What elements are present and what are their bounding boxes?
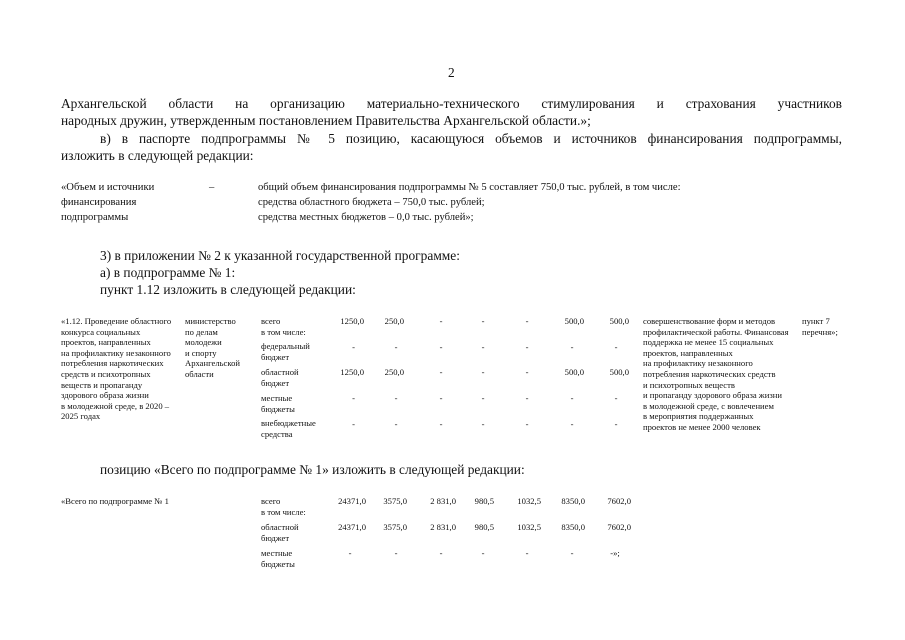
- value-cell: -: [439, 367, 443, 377]
- result-line: на профилактику незаконного: [643, 358, 753, 369]
- value-cell: -: [570, 342, 574, 352]
- value-cell: -: [394, 393, 398, 403]
- passport-label: финансирования: [61, 197, 137, 208]
- value-cell: -: [481, 316, 485, 326]
- funding-source: внебюджетные: [261, 418, 316, 428]
- value-cell: 1032,5: [517, 496, 541, 506]
- funding-source: в том числе:: [261, 326, 306, 337]
- passport-label: «Объем и источники: [61, 182, 155, 193]
- value-cell: 500,0: [609, 316, 629, 326]
- value-cell: -: [525, 316, 529, 326]
- measure-name-line: потребления наркотических: [61, 358, 164, 369]
- value-cell: 1032,5: [517, 522, 541, 532]
- result-line: потребления наркотических средств: [643, 369, 776, 379]
- executor-line: молодежи: [185, 337, 222, 348]
- result-line: проектов, направленных: [643, 347, 733, 358]
- value-cell: 2 831,0: [430, 496, 456, 506]
- funding-source: всего: [261, 496, 281, 506]
- passport-value: общий объем финансирования подпрограммы № 5 составляет 750,0 тыс. рублей, в том числе:: [258, 182, 681, 193]
- value-cell: -: [481, 342, 485, 352]
- value-cell: -: [614, 419, 618, 429]
- funding-source: в том числе:: [261, 506, 306, 517]
- passport-label: подпрограммы: [61, 212, 129, 223]
- measure-name-line: на профилактику незаконного: [61, 347, 171, 358]
- value-cell: 250,0: [384, 367, 404, 377]
- value-cell: -: [525, 393, 529, 403]
- executor-line: и спорту: [185, 347, 217, 358]
- value-cell: -: [352, 419, 355, 429]
- result-line: совершенствование форм и методов: [643, 316, 776, 326]
- value-cell: 500,0: [609, 367, 629, 377]
- value-cell: 1250,0: [340, 367, 364, 377]
- passport-value: средства местных бюджетов – 0,0 тыс. рублей»;: [258, 212, 474, 223]
- executor-line: Архангельской: [185, 358, 240, 369]
- value-cell: -: [439, 316, 443, 326]
- result-line: проектов не менее 2000 человек: [643, 422, 761, 432]
- measure-name-line: конкурса социальных: [61, 326, 141, 337]
- value-cell: 1250,0: [340, 316, 364, 326]
- value-cell: -: [614, 393, 618, 403]
- value-cell: 8350,0: [561, 496, 585, 506]
- funding-source: областной: [261, 367, 299, 377]
- value-cell: -: [348, 548, 352, 558]
- passport-dash: –: [209, 182, 215, 193]
- measure-name-line: проектов, направленных: [61, 337, 151, 348]
- value-cell: 24371,0: [338, 522, 366, 532]
- result-line: в молодежной среде, с вовлечением: [643, 400, 774, 411]
- value-cell: -»;: [610, 548, 620, 558]
- section-heading: пункт 1.12 изложить в следующей редакции:: [100, 282, 356, 297]
- section-heading: 3) в приложении № 2 к указанной государственной программе:: [100, 248, 460, 263]
- funding-source: местные: [261, 548, 293, 558]
- value-cell: -: [481, 393, 485, 403]
- result-line: и психотропных веществ: [643, 379, 735, 390]
- value-cell: -: [439, 342, 443, 352]
- result-line: профилактической работы. Финансовая: [643, 326, 789, 337]
- measure-name-line: 2025 годах: [61, 411, 101, 422]
- section-heading: позицию «Всего по подпрограмме № 1» изложить в следующей редакции:: [100, 462, 525, 477]
- funding-source: областной: [261, 522, 299, 532]
- value-cell: -: [394, 548, 398, 558]
- value-cell: -: [525, 342, 529, 352]
- passport-value: средства областного бюджета – 750,0 тыс. рублей;: [258, 197, 485, 208]
- value-cell: 250,0: [384, 316, 404, 326]
- executor-line: области: [185, 369, 214, 379]
- value-cell: -: [614, 342, 618, 352]
- value-cell: 980,5: [474, 496, 494, 506]
- paragraph-line: народных дружин, утвержденным постановлением Правительства Архангельской области.»;: [61, 113, 591, 128]
- funding-source: местные: [261, 393, 293, 403]
- value-cell: -: [352, 393, 355, 403]
- value-cell: -: [439, 419, 443, 429]
- total-name: «Всего по подпрограмме № 1: [61, 496, 169, 506]
- value-cell: -: [439, 393, 443, 403]
- paragraph-line: в) в паспорте подпрограммы № 5 позицию, касающуюся объемов и источников финансирования подпрограммы,: [100, 131, 842, 146]
- executor-line: министерство: [185, 316, 236, 326]
- measure-name-line: в молодежной среде, в 2020 –: [61, 400, 170, 411]
- value-cell: 24371,0: [338, 496, 366, 506]
- value-cell: 8350,0: [561, 522, 585, 532]
- value-cell: -: [570, 393, 574, 403]
- value-cell: -: [394, 419, 398, 429]
- measure-name-line: средств и психотропных: [61, 369, 151, 379]
- funding-source: бюджеты: [261, 558, 295, 569]
- value-cell: -: [481, 367, 485, 377]
- result-line: в мероприятия поддержанных: [643, 411, 754, 422]
- value-cell: 500,0: [564, 316, 584, 326]
- measure-name-line: «1.12. Проведение областного: [61, 316, 172, 326]
- value-cell: -: [394, 342, 398, 352]
- funding-source: бюджет: [261, 532, 290, 543]
- value-cell: 2 831,0: [430, 522, 456, 532]
- value-cell: -: [570, 548, 574, 558]
- funding-source: средства: [261, 428, 293, 439]
- page-number: 2: [448, 65, 455, 80]
- funding-source: бюджеты: [261, 403, 295, 414]
- funding-source: бюджет: [261, 377, 290, 388]
- funding-source: бюджет: [261, 351, 290, 362]
- value-cell: -: [525, 367, 529, 377]
- section-heading: а) в подпрограмме № 1:: [100, 265, 236, 280]
- value-cell: 7602,0: [607, 496, 631, 506]
- executor-line: по делам: [185, 326, 218, 337]
- value-cell: 7602,0: [607, 522, 631, 532]
- value-cell: 500,0: [564, 367, 584, 377]
- value-cell: -: [439, 548, 443, 558]
- link-line: пункт 7: [802, 316, 830, 326]
- value-cell: 3575,0: [383, 522, 407, 532]
- funding-source: федеральный: [261, 341, 310, 351]
- funding-source: всего: [261, 316, 281, 326]
- paragraph-line: Архангельской области на организацию материально-технического стимулирования и страхования участников: [61, 96, 842, 111]
- measure-name-line: веществ и пропаганду: [61, 379, 143, 390]
- result-line: и пропаганду здорового образа жизни: [643, 390, 782, 401]
- paragraph-line: изложить в следующей редакции:: [61, 148, 254, 163]
- value-cell: 980,5: [474, 522, 494, 532]
- measure-name-line: здорового образа жизни: [61, 390, 149, 401]
- value-cell: -: [352, 342, 355, 352]
- value-cell: -: [525, 548, 529, 558]
- value-cell: -: [481, 548, 485, 558]
- result-line: поддержка не менее 15 социальных: [643, 337, 774, 348]
- value-cell: -: [481, 419, 485, 429]
- link-line: перечня»;: [802, 326, 838, 337]
- value-cell: 3575,0: [383, 496, 407, 506]
- value-cell: -: [570, 419, 574, 429]
- value-cell: -: [525, 419, 529, 429]
